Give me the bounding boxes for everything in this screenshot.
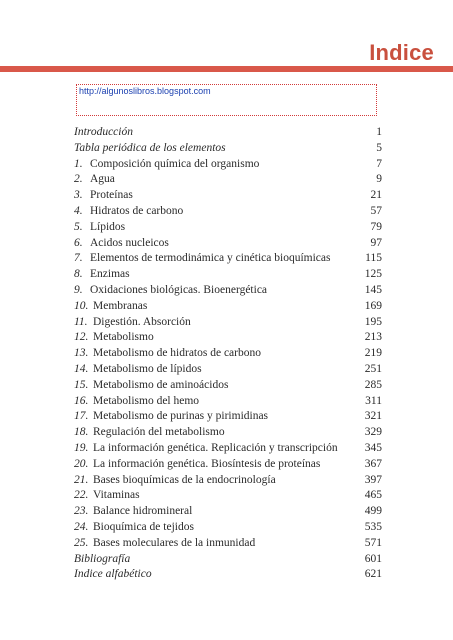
toc-entry [74, 141, 382, 157]
toc-entry-page: 465 [364, 489, 382, 502]
toc-entry-page: 97 [370, 236, 382, 249]
toc-entry-page: 213 [364, 331, 382, 344]
toc-entry-page: 397 [364, 473, 382, 486]
toc-entry-number: 9. [74, 283, 83, 296]
toc-entry [74, 378, 382, 394]
toc-entry [74, 220, 382, 236]
toc-entry-title: Membranas [93, 299, 148, 312]
toc-entry [74, 157, 382, 173]
toc-entry-number: 6. [74, 236, 83, 249]
title-rule [0, 66, 453, 72]
toc-entry-number: 7. [74, 252, 83, 265]
toc-entry-page: 79 [370, 220, 382, 233]
toc-entry-number: 1. [74, 157, 83, 170]
toc-entry [74, 346, 382, 362]
toc-entry-title: Metabolismo de lípidos [93, 362, 202, 375]
toc-entry-page: 169 [364, 299, 382, 312]
toc-entry-title: Bioquímica de tejidos [93, 520, 194, 533]
toc-entry-page: 5 [376, 141, 382, 154]
toc-entry [74, 204, 382, 220]
table-of-contents [74, 125, 382, 583]
toc-entry-number: 11. [74, 315, 88, 328]
toc-entry-page: 21 [370, 189, 382, 202]
toc-entry-number: 17. [74, 410, 89, 423]
toc-entry-page: 535 [364, 520, 382, 533]
toc-entry [74, 473, 382, 489]
toc-entry [74, 504, 382, 520]
url-box [76, 84, 377, 116]
toc-entry-title: Lípidos [90, 220, 126, 233]
toc-entry-number: 14. [74, 362, 89, 375]
toc-entry-title: Metabolismo [93, 331, 154, 344]
toc-entry-page: 145 [364, 283, 382, 296]
toc-entry-page: 7 [376, 157, 382, 170]
toc-entry [74, 567, 382, 583]
toc-entry-title: Metabolismo del hemo [93, 394, 200, 407]
toc-entry-title: Metabolismo de purinas y pirimidinas [93, 410, 269, 423]
toc-entry-title: Balance hidromineral [93, 505, 193, 518]
toc-entry-number: 2. [74, 173, 83, 186]
toc-entry-number: 15. [74, 378, 89, 391]
toc-entry-title: Digestión. Absorción [93, 315, 191, 328]
toc-entry-title: Indice alfabético [74, 568, 152, 581]
toc-entry-title: Vitaminas [93, 489, 140, 502]
toc-entry-number: 24. [74, 520, 89, 533]
toc-entry-number: 4. [74, 204, 83, 217]
toc-entry [74, 283, 382, 299]
toc-entry-number: 10. [74, 299, 89, 312]
toc-entry-title: Hidratos de carbono [90, 204, 184, 217]
toc-entry-number: 18. [74, 426, 89, 439]
page-title: Indice [369, 40, 434, 65]
toc-entry-title: La información genética. Replicación y transcripción [93, 441, 338, 454]
toc-entry-number: 16. [74, 394, 89, 407]
toc-entry-title: Bases bioquímicas de la endocrinología [93, 473, 276, 486]
toc-entry-number: 8. [74, 268, 83, 281]
toc-entry-number: 5. [74, 220, 83, 233]
toc-entry-title: Metabolismo de hidratos de carbono [93, 347, 261, 360]
toc-entry-title: La información genética. Biosíntesis de proteínas [93, 457, 321, 470]
toc-entry-number: 12. [74, 331, 89, 344]
toc-entry [74, 536, 382, 552]
toc-entry [74, 409, 382, 425]
toc-entry [74, 441, 382, 457]
toc-entry-title: Introducción [74, 126, 133, 138]
toc-entry [74, 315, 382, 331]
toc-entry [74, 330, 382, 346]
toc-entry [74, 172, 382, 188]
toc-entry-number: 21. [74, 473, 89, 486]
toc-entry [74, 125, 382, 141]
toc-entry [74, 299, 382, 315]
toc-entry-title: Tabla periódica de los elementos [74, 141, 226, 154]
toc-entry-number: 13. [74, 347, 89, 360]
toc-entry-page: 321 [364, 410, 382, 423]
toc-entry-page: 601 [364, 552, 382, 565]
toc-entry [74, 425, 382, 441]
toc-entry-number: 20. [74, 457, 89, 470]
toc-entry-page: 571 [364, 536, 382, 549]
toc-entry-page: 195 [364, 315, 382, 328]
toc-entry-number: 22. [74, 489, 89, 502]
toc-entry [74, 488, 382, 504]
toc-entry [74, 457, 382, 473]
toc-entry-page: 329 [364, 426, 382, 439]
toc-entry-title: Metabolismo de aminoácidos [93, 378, 229, 391]
toc-entry-number: 23. [74, 505, 89, 518]
toc-entry [74, 267, 382, 283]
toc-entry [74, 520, 382, 536]
toc-entry [74, 188, 382, 204]
toc-entry-title: Agua [90, 173, 115, 186]
toc-entry-title: Bibliografía [74, 552, 131, 565]
blog-link[interactable]: http://algunoslibros.blogspot.com [79, 86, 211, 96]
toc-entry-page: 57 [370, 204, 382, 217]
toc-entry-page: 9 [376, 173, 382, 186]
toc-entry-title: Proteínas [90, 189, 133, 202]
toc-entry-page: 219 [364, 347, 382, 360]
toc-entry-page: 251 [364, 362, 382, 375]
toc-entry-page: 115 [365, 252, 382, 265]
toc-entry [74, 362, 382, 378]
toc-entry-page: 311 [365, 394, 382, 407]
toc-entry [74, 394, 382, 410]
toc-entry-page: 621 [364, 568, 382, 581]
toc-entry-title: Elementos de termodinámica y cinética bioquímicas [90, 252, 331, 265]
toc-entry-number: 19. [74, 441, 89, 454]
toc-entry-title: Enzimas [90, 268, 130, 281]
toc-entry [74, 236, 382, 252]
toc-entry-page: 285 [364, 378, 382, 391]
toc-entry [74, 552, 382, 568]
toc-entry-page: 499 [364, 505, 382, 518]
toc-entry-number: 25. [74, 536, 89, 549]
toc-entry-title: Acidos nucleicos [90, 236, 169, 249]
toc-entry-page: 367 [364, 457, 382, 470]
toc-entry-number: 3. [74, 189, 83, 202]
toc-entry-title: Composición química del organismo [90, 157, 260, 170]
toc-entry-title: Bases moleculares de la inmunidad [93, 536, 256, 549]
toc-entry [74, 251, 382, 267]
toc-entry-page: 125 [364, 268, 382, 281]
toc-entry-title: Regulación del metabolismo [93, 426, 225, 439]
toc-entry-page: 345 [364, 441, 382, 454]
toc-entry-title: Oxidaciones biológicas. Bioenergética [90, 283, 268, 296]
toc-entry-page: 1 [376, 126, 382, 138]
